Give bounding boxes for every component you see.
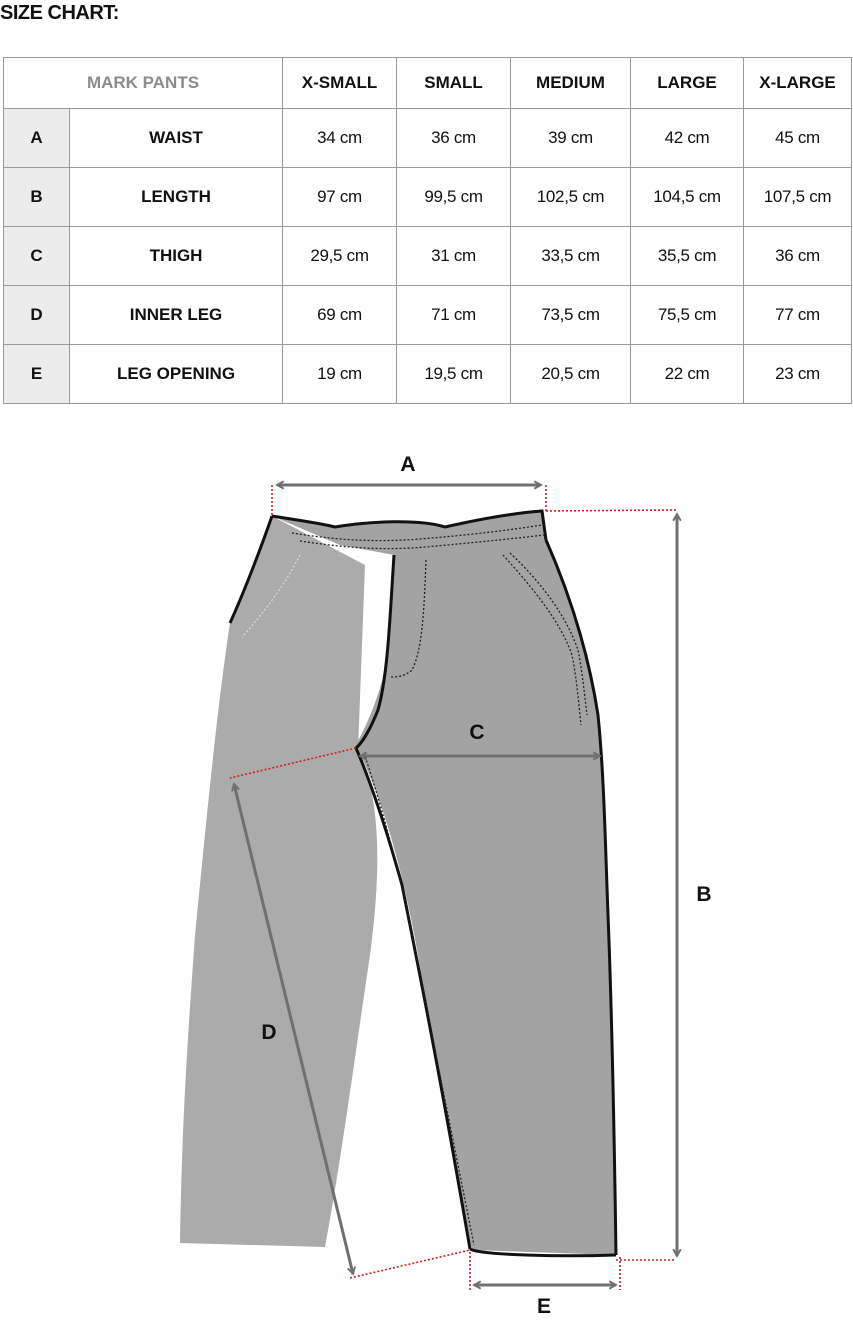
size-value: 33,5 cm (511, 227, 631, 286)
size-value: 97 cm (283, 168, 397, 227)
table-row (4, 109, 852, 168)
table-row (4, 227, 852, 286)
size-value: 36 cm (397, 109, 511, 168)
size-value: 73,5 cm (511, 286, 631, 345)
size-value: 77 cm (744, 286, 852, 345)
size-value: 35,5 cm (631, 227, 744, 286)
measurement-name: LEG OPENING (70, 345, 283, 404)
label-a: A (400, 453, 416, 476)
label-b: B (696, 883, 712, 906)
product-name: MARK PANTS (4, 58, 283, 109)
size-header: MEDIUM (511, 58, 631, 109)
size-header: X-SMALL (283, 58, 397, 109)
size-value: 75,5 cm (631, 286, 744, 345)
measurement-name: WAIST (70, 109, 283, 168)
size-header: LARGE (631, 58, 744, 109)
size-value: 42 cm (631, 109, 744, 168)
label-d: D (261, 1021, 277, 1044)
size-value: 19,5 cm (397, 345, 511, 404)
size-value: 34 cm (283, 109, 397, 168)
measurement-name: THIGH (70, 227, 283, 286)
row-letter: D (4, 286, 70, 345)
size-value: 99,5 cm (397, 168, 511, 227)
size-value: 20,5 cm (511, 345, 631, 404)
row-letter: C (4, 227, 70, 286)
size-value: 36 cm (744, 227, 852, 286)
size-value: 31 cm (397, 227, 511, 286)
label-c: C (469, 721, 485, 744)
size-value: 29,5 cm (283, 227, 397, 286)
size-value: 107,5 cm (744, 168, 852, 227)
size-header: X-LARGE (744, 58, 852, 109)
table-row (4, 168, 852, 227)
size-value: 45 cm (744, 109, 852, 168)
size-value: 104,5 cm (631, 168, 744, 227)
size-value: 69 cm (283, 286, 397, 345)
size-header: SMALL (397, 58, 511, 109)
row-letter: A (4, 109, 70, 168)
row-letter: E (4, 345, 70, 404)
pants-measurement-diagram (0, 415, 853, 1322)
table-row (4, 345, 852, 404)
size-value: 39 cm (511, 109, 631, 168)
measurement-name: INNER LEG (70, 286, 283, 345)
table-row (4, 286, 852, 345)
header-row (4, 58, 852, 109)
size-value: 19 cm (283, 345, 397, 404)
size-value: 22 cm (631, 345, 744, 404)
size-value: 23 cm (744, 345, 852, 404)
size-value: 71 cm (397, 286, 511, 345)
measurement-name: LENGTH (70, 168, 283, 227)
back-leg-shape (180, 516, 377, 1247)
row-letter: B (4, 168, 70, 227)
page-title: SIZE CHART: (0, 2, 119, 24)
size-table (3, 57, 852, 404)
label-e: E (536, 1295, 552, 1318)
size-value: 102,5 cm (511, 168, 631, 227)
